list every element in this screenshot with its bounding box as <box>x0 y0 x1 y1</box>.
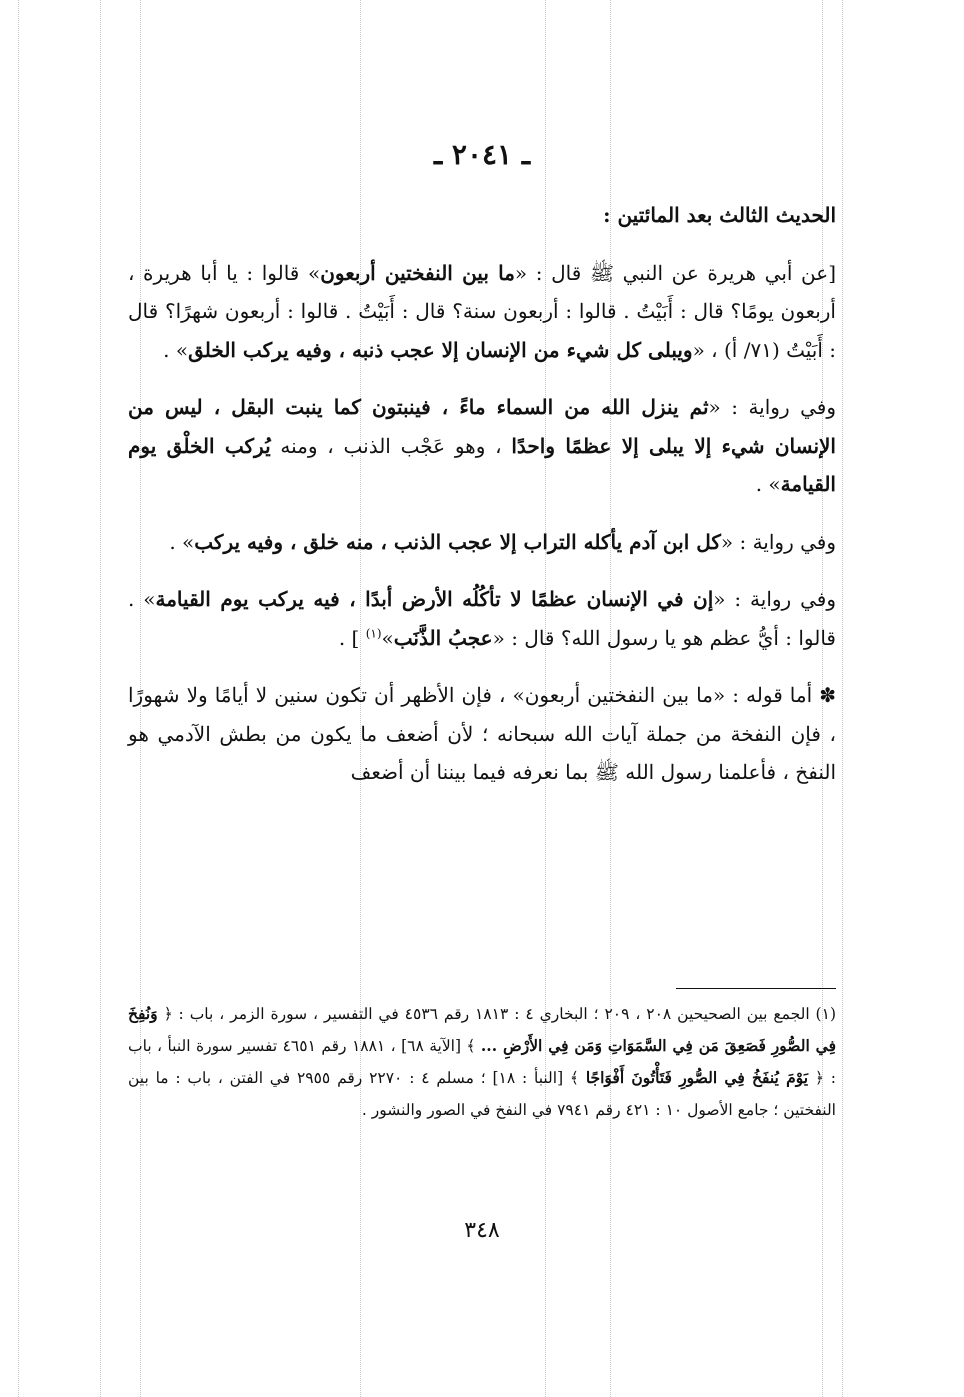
paragraph-4 <box>128 580 836 657</box>
paragraph-3 <box>128 523 836 562</box>
scan-guide-line <box>100 0 101 1397</box>
main-text <box>128 196 836 811</box>
commentary-text: ✽ أما قوله : «ما بين النفختين أربعون» ، فإن الأظهر أن تكون سنين لا أيامًا ولا شهورًا ، فإن النفخة من جملة آيات الله سبحانه ؛ لأن أضعف ما يكون من بطش الآدمي هو النفخ ، فأعلمنا رسول الله ﷺ بما نعرفه فيما بيننا أن أضعف <box>128 683 836 784</box>
text-segment: وفي رواية : « <box>708 395 836 419</box>
quran-verse: يَوْمَ يُنفَخُ فِي الصُّورِ فَتَأْتُونَ أَفْوَاجًا <box>585 1068 809 1087</box>
hadith-quote: كل ابن آدم يأكله التراب إلا عجب الذنب ، منه خلق ، وفيه يركب <box>194 529 721 554</box>
text-segment: » <box>381 625 394 650</box>
scan-guide-line <box>842 0 843 1397</box>
paragraph-5 <box>128 676 836 792</box>
hadith-quote: ثم ينزل الله من السماء ماءً ، فينبتون كما ينبت البقل ، ليس من الإنسان شيء إلا يبلى إلا عظمًا واحدًا <box>128 395 836 458</box>
text-segment: » . قالوا : أيُّ عظم هو يا رسول الله؟ قال : « <box>128 587 836 650</box>
text-segment: ، وهو عَجْب الذنب ، ومنه <box>270 433 512 458</box>
footnote-segment: ﴾ [النبأ : ١٨] ؛ مسلم ٤ : ٢٢٧٠ رقم ٢٩٥٥ في الفتن ، باب : ما بين النفختين ؛ جامع الأصول ١٠ : ٤٢١ رقم ٧٩٤١ في النفخ في الصور والنشور . <box>128 1069 836 1119</box>
paragraph-1 <box>128 254 836 370</box>
footnote-segment: ﴾ [الآية ٦٨] ، ١٨٨١ رقم ٤٦٥١ تفسير سورة النبأ ، باب : ﴿ <box>128 1037 836 1087</box>
hadith-quote: ويبلى كل شيء من الإنسان إلا عجب ذنبه ، وفيه يركب الخلق <box>188 337 693 362</box>
text-segment: » . <box>163 337 189 362</box>
hadith-quote: عجبُ الذَّنَب <box>393 625 493 650</box>
text-segment: » . <box>169 529 195 554</box>
hadith-quote: إن في الإنسان عظمًا لا تأكُلُه الأرض أبدًا ، فيه يركب يوم القيامة <box>155 587 714 611</box>
text-segment: » قالوا : يا أبا هريرة ، أربعون يومًا؟ قال : أَبَيْتُ . قالوا : أربعون سنة؟ قال : أَبَيْتُ . قالوا : أربعون شهرًا؟ قال : أَبَيْتُ (٧١/ أ) ، « <box>128 260 836 362</box>
paragraph-2 <box>128 388 836 504</box>
text-segment: ] . <box>338 625 366 650</box>
text-segment: » . <box>755 472 781 496</box>
text-segment: وفي رواية : « <box>720 529 836 554</box>
scan-guide-line <box>18 0 19 1397</box>
hadith-quote: يُركب الخلْق يوم القيامة <box>128 433 836 496</box>
text-segment: وفي رواية : « <box>713 587 836 611</box>
quran-verse: وَنُفِخَ فِي الصُّورِ فَصَعِقَ مَن فِي السَّمَوَاتِ وَمَن فِي الأَرْضِ ... <box>128 1004 836 1055</box>
footnote <box>128 998 836 1126</box>
section-heading: الحديث الثالث بعد المائتين : <box>603 203 836 227</box>
text-segment: [عن أبي هريرة عن النبي ﷺ قال : « <box>514 260 837 285</box>
footnote-divider <box>676 988 836 989</box>
hadith-quote: ما بين النفختين أربعون <box>320 260 515 285</box>
footnote-marker[interactable]: (١) <box>365 625 382 640</box>
page-number: ٣٤٨ <box>464 1218 500 1243</box>
footnote-segment: (١) الجمع بين الصحيحين ٢٠٨ ، ٢٠٩ ؛ البخاري ٤ : ١٨١٣ رقم ٤٥٣٦ في التفسير ، سورة الزمر ، باب : ﴿ <box>157 1005 836 1023</box>
hadith-number: ـ ٢٠٤١ ـ <box>433 138 531 171</box>
